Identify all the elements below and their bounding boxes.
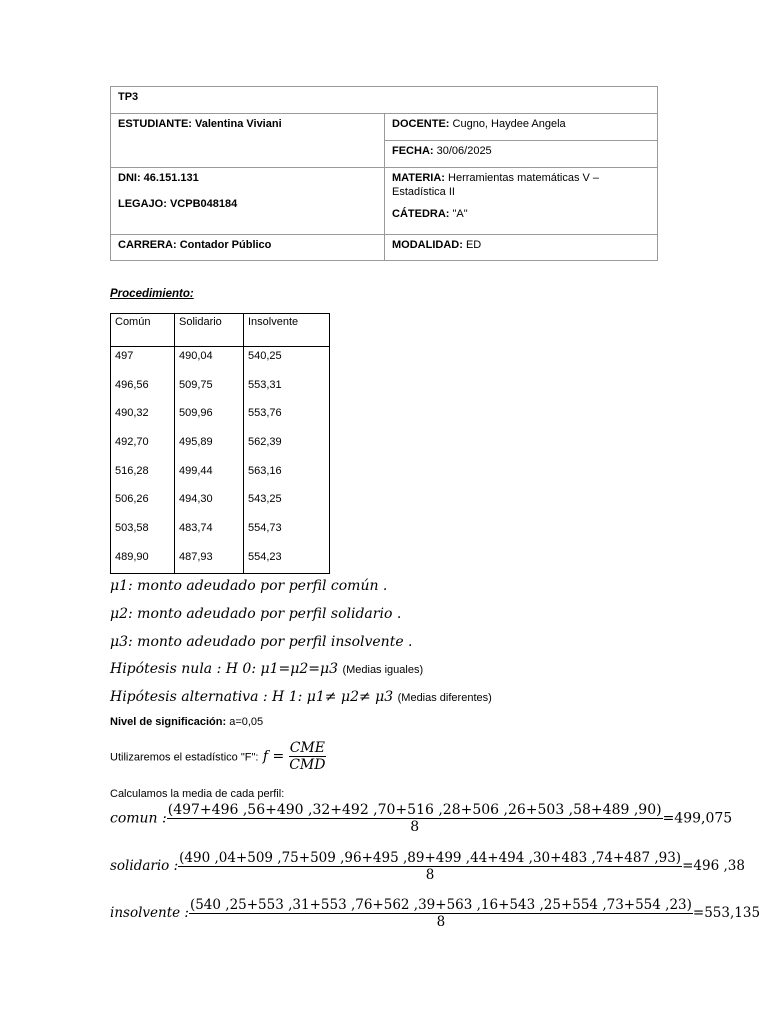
mean-comun-denominator: 8 (410, 819, 420, 835)
table-cell: 554,23 (244, 548, 330, 574)
table-cell: 553,76 (244, 404, 330, 433)
table-cell: 492,70 (111, 433, 175, 462)
modalidad-label: MODALIDAD: (392, 239, 463, 251)
h0-formula: Hipótesis nula : H 0: μ1=μ2=μ3 (110, 661, 338, 677)
table-cell: 509,75 (175, 376, 244, 405)
dni-value: 46.151.131 (143, 172, 199, 184)
table-cell: 499,44 (175, 462, 244, 491)
table-cell: 483,74 (175, 519, 244, 548)
calc-text: Calculamos la media de cada perfil: (110, 788, 285, 800)
mean-insolvente-numerator: (540 ,25+553 ,31+553 ,76+562 ,39+563 ,16+543 ,25+554 ,73+554 ,23) (189, 897, 692, 913)
table-cell: 489,90 (111, 548, 175, 574)
carrera-value: Contador Público (179, 239, 272, 251)
procedimiento-heading: Procedimiento: (110, 288, 194, 300)
h0-line (110, 660, 423, 678)
dni-label: DNI: (118, 172, 141, 184)
docente-cell (385, 114, 658, 141)
student-name: Valentina Viviani (195, 118, 282, 130)
table-row (111, 376, 330, 405)
f-denominator: CMD (289, 757, 326, 773)
header-table (110, 86, 658, 261)
h1-note: (Medias diferentes) (397, 692, 492, 704)
tp-label: TP3 (118, 91, 139, 103)
catedra-label: CÁTEDRA: (392, 208, 450, 220)
dni-cell (111, 168, 385, 235)
materia-value: Herramientas matemáticas V – Estadística II (392, 172, 600, 198)
mean-comun-line (110, 802, 732, 835)
mu3-definition: μ3: monto adeudado por perfil insolvente . (110, 634, 413, 650)
data-table (110, 313, 330, 574)
mean-comun-numerator: (497+496 ,56+490 ,32+492 ,70+516 ,28+506 ,26+503 ,58+489 ,90) (167, 802, 662, 818)
table-cell: 490,32 (111, 404, 175, 433)
modalidad-cell (385, 235, 658, 261)
catedra-value: "A" (452, 208, 468, 220)
mean-comun-result: =499,075 (662, 810, 733, 827)
f-numerator: CME (289, 740, 325, 756)
mean-insolvente-line (110, 897, 760, 930)
table-row (111, 490, 330, 519)
table-row (111, 519, 330, 548)
docente-name: Cugno, Haydee Angela (452, 118, 566, 130)
table-cell: 496,56 (111, 376, 175, 405)
nivel-label: Nivel de significación: (110, 716, 227, 728)
table-cell: 506,26 (111, 490, 175, 519)
table-cell: 563,16 (244, 462, 330, 491)
student-label: ESTUDIANTE: (118, 118, 192, 130)
table-row (111, 347, 330, 376)
table-row (111, 404, 330, 433)
table-cell: 543,25 (244, 490, 330, 519)
mean-solidario-label: solidario : (110, 858, 179, 874)
nivel-line (110, 716, 263, 728)
docente-label: DOCENTE: (392, 118, 450, 130)
table-cell: 494,30 (175, 490, 244, 519)
table-cell: 509,96 (175, 404, 244, 433)
fecha-cell (385, 141, 658, 168)
table-cell: 540,25 (244, 347, 330, 376)
mean-solidario-denominator: 8 (425, 867, 435, 883)
legajo-value: VCPB048184 (169, 198, 238, 210)
col-header-comun: Común (111, 314, 175, 347)
fecha-value: 30/06/2025 (436, 145, 492, 157)
carrera-label: CARRERA: (118, 239, 177, 251)
mean-comun-label: comun : (110, 810, 167, 827)
col-header-solidario: Solidario (175, 314, 244, 347)
mean-insolvente-denominator: 8 (436, 914, 446, 930)
h1-line (110, 688, 492, 706)
estadistico-line (110, 740, 326, 773)
mu2-definition: μ2: monto adeudado por perfil solidario . (110, 606, 402, 622)
carrera-cell (111, 235, 385, 261)
h0-note: (Medias iguales) (342, 664, 424, 676)
mean-insolvente-fraction (189, 897, 693, 930)
h1-formula: Hipótesis alternativa : H 1: μ1≠ μ2≠ μ3 (110, 689, 394, 705)
table-row (111, 548, 330, 574)
mean-solidario-fraction (178, 850, 682, 883)
table-row (111, 462, 330, 491)
mean-solidario-result: =496 ,38 (682, 858, 745, 874)
mean-comun-fraction (167, 802, 663, 835)
f-lhs: f = (262, 748, 285, 765)
materia-cell (385, 168, 658, 235)
table-row (111, 433, 330, 462)
tp-cell (111, 87, 658, 114)
mean-solidario-line (110, 850, 745, 883)
table-cell: 553,31 (244, 376, 330, 405)
table-cell: 562,39 (244, 433, 330, 462)
legajo-label: LEGAJO: (118, 198, 167, 210)
col-header-insolvente: Insolvente (244, 314, 330, 347)
nivel-value: a=0,05 (229, 716, 264, 728)
modalidad-value: ED (465, 239, 482, 251)
fecha-label: FECHA: (392, 145, 434, 157)
table-cell: 503,58 (111, 519, 175, 548)
table-cell: 516,28 (111, 462, 175, 491)
table-cell: 490,04 (175, 347, 244, 376)
mean-insolvente-label: insolvente : (110, 905, 189, 921)
estadistico-text: Utilizaremos el estadístico "F": (110, 751, 259, 764)
f-fraction (289, 740, 326, 773)
mu1-definition: μ1: monto adeudado por perfil común . (110, 578, 388, 594)
student-cell (111, 114, 385, 168)
materia-label: MATERIA: (392, 172, 445, 184)
mean-solidario-numerator: (490 ,04+509 ,75+509 ,96+495 ,89+499 ,44+494 ,30+483 ,74+487 ,93) (179, 850, 682, 866)
table-cell: 497 (111, 347, 175, 376)
table-cell: 495,89 (175, 433, 244, 462)
table-cell: 487,93 (175, 548, 244, 574)
mean-insolvente-result: =553,135 (692, 905, 761, 921)
table-cell: 554,73 (244, 519, 330, 548)
